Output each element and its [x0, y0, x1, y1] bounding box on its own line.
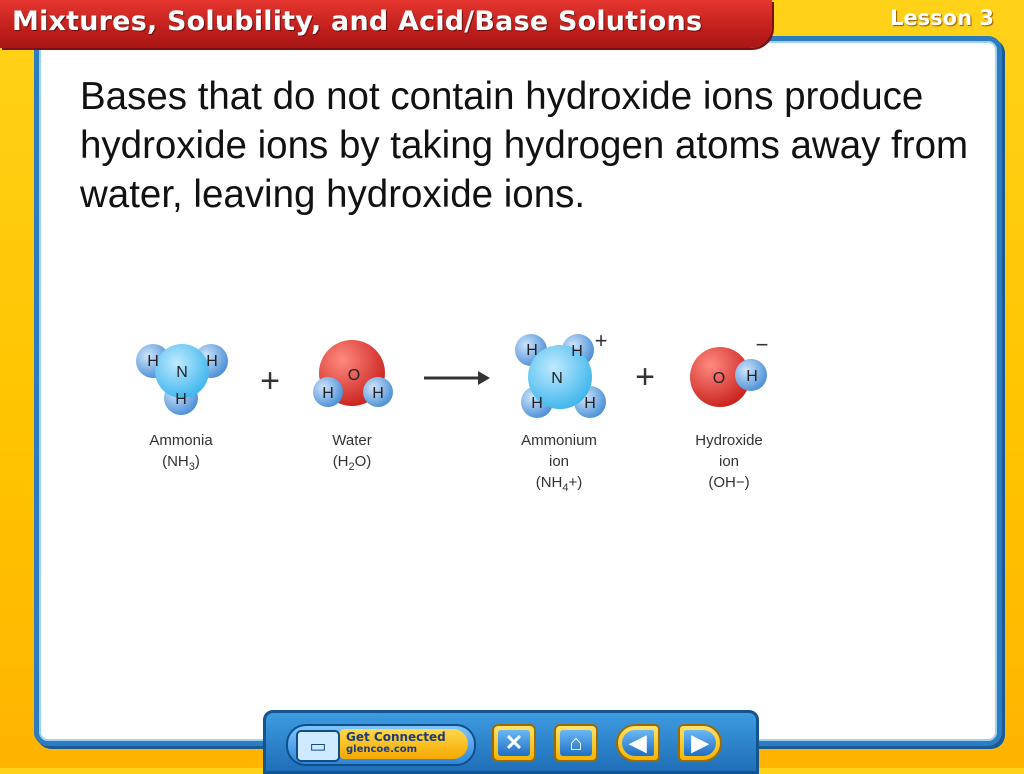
- next-button[interactable]: [678, 724, 722, 762]
- atom-label-n: N: [551, 370, 563, 387]
- ammonium-label-line1: Ammonium: [521, 432, 597, 449]
- slide-title: Mixtures, Solubility, and Acid/Base Solutions: [12, 6, 703, 37]
- atom-label-n: N: [176, 364, 188, 381]
- ammonia-molecule: [136, 344, 228, 415]
- computer-icon: ▭: [296, 730, 340, 762]
- navigation-bar: [263, 710, 759, 774]
- atom-label-o: O: [347, 367, 361, 384]
- ammonium-charge: +: [594, 328, 608, 353]
- home-icon: ⌂: [560, 730, 592, 756]
- ammonia-label: Ammonia: [149, 432, 213, 449]
- atom-label-h: H: [746, 368, 758, 385]
- lesson-label: Lesson 3: [890, 6, 994, 30]
- close-icon: ✕: [498, 730, 530, 756]
- hydroxide-charge: −: [755, 332, 769, 357]
- atom-label-h: H: [526, 342, 538, 359]
- get-connected-button[interactable]: [286, 724, 476, 766]
- home-button[interactable]: [554, 724, 598, 762]
- atom-label-h: H: [147, 353, 159, 370]
- previous-button[interactable]: [616, 724, 660, 762]
- atom-label-h: H: [531, 395, 543, 412]
- plus-sign: +: [260, 362, 280, 400]
- atom-label-h: H: [571, 343, 583, 360]
- water-molecule: [313, 340, 393, 407]
- atom-label-h: H: [206, 353, 218, 370]
- water-formula: $(H_2O)$: [332, 453, 372, 473]
- atom-label-h: H: [372, 385, 384, 402]
- next-arrow-icon: ▶: [684, 730, 716, 756]
- hydroxide-formula: (OH−): [708, 474, 750, 491]
- body-paragraph: Bases that do not contain hydroxide ions produce hydroxide ions by taking hydrogen atoms away from water, leaving hydroxide ions.: [80, 75, 969, 216]
- atom-label-h: H: [322, 385, 334, 402]
- close-button[interactable]: [492, 724, 536, 762]
- get-connected-label: Get Connected: [346, 730, 446, 744]
- previous-arrow-icon: ◀: [622, 730, 654, 756]
- get-connected-label-box: [340, 729, 468, 759]
- hydroxide-label-line1: Hydroxide: [695, 432, 763, 449]
- ammonium-ion-molecule: [515, 334, 606, 418]
- ammonia-formula: $(NH_3)$: [162, 453, 200, 473]
- glencoe-url: glencoe.com: [346, 744, 418, 755]
- atom-label-h: H: [175, 391, 187, 408]
- water-label: Water: [332, 432, 372, 449]
- atom-label-o: O: [712, 370, 726, 387]
- atom-label-h: H: [584, 395, 596, 412]
- plus-sign: +: [635, 358, 655, 396]
- ammonium-formula: $(NH_4+)$: [535, 474, 583, 494]
- hydroxide-label-line2: ion: [718, 453, 740, 470]
- reaction-arrow: [424, 371, 490, 385]
- ammonium-label-line2: ion: [548, 453, 570, 470]
